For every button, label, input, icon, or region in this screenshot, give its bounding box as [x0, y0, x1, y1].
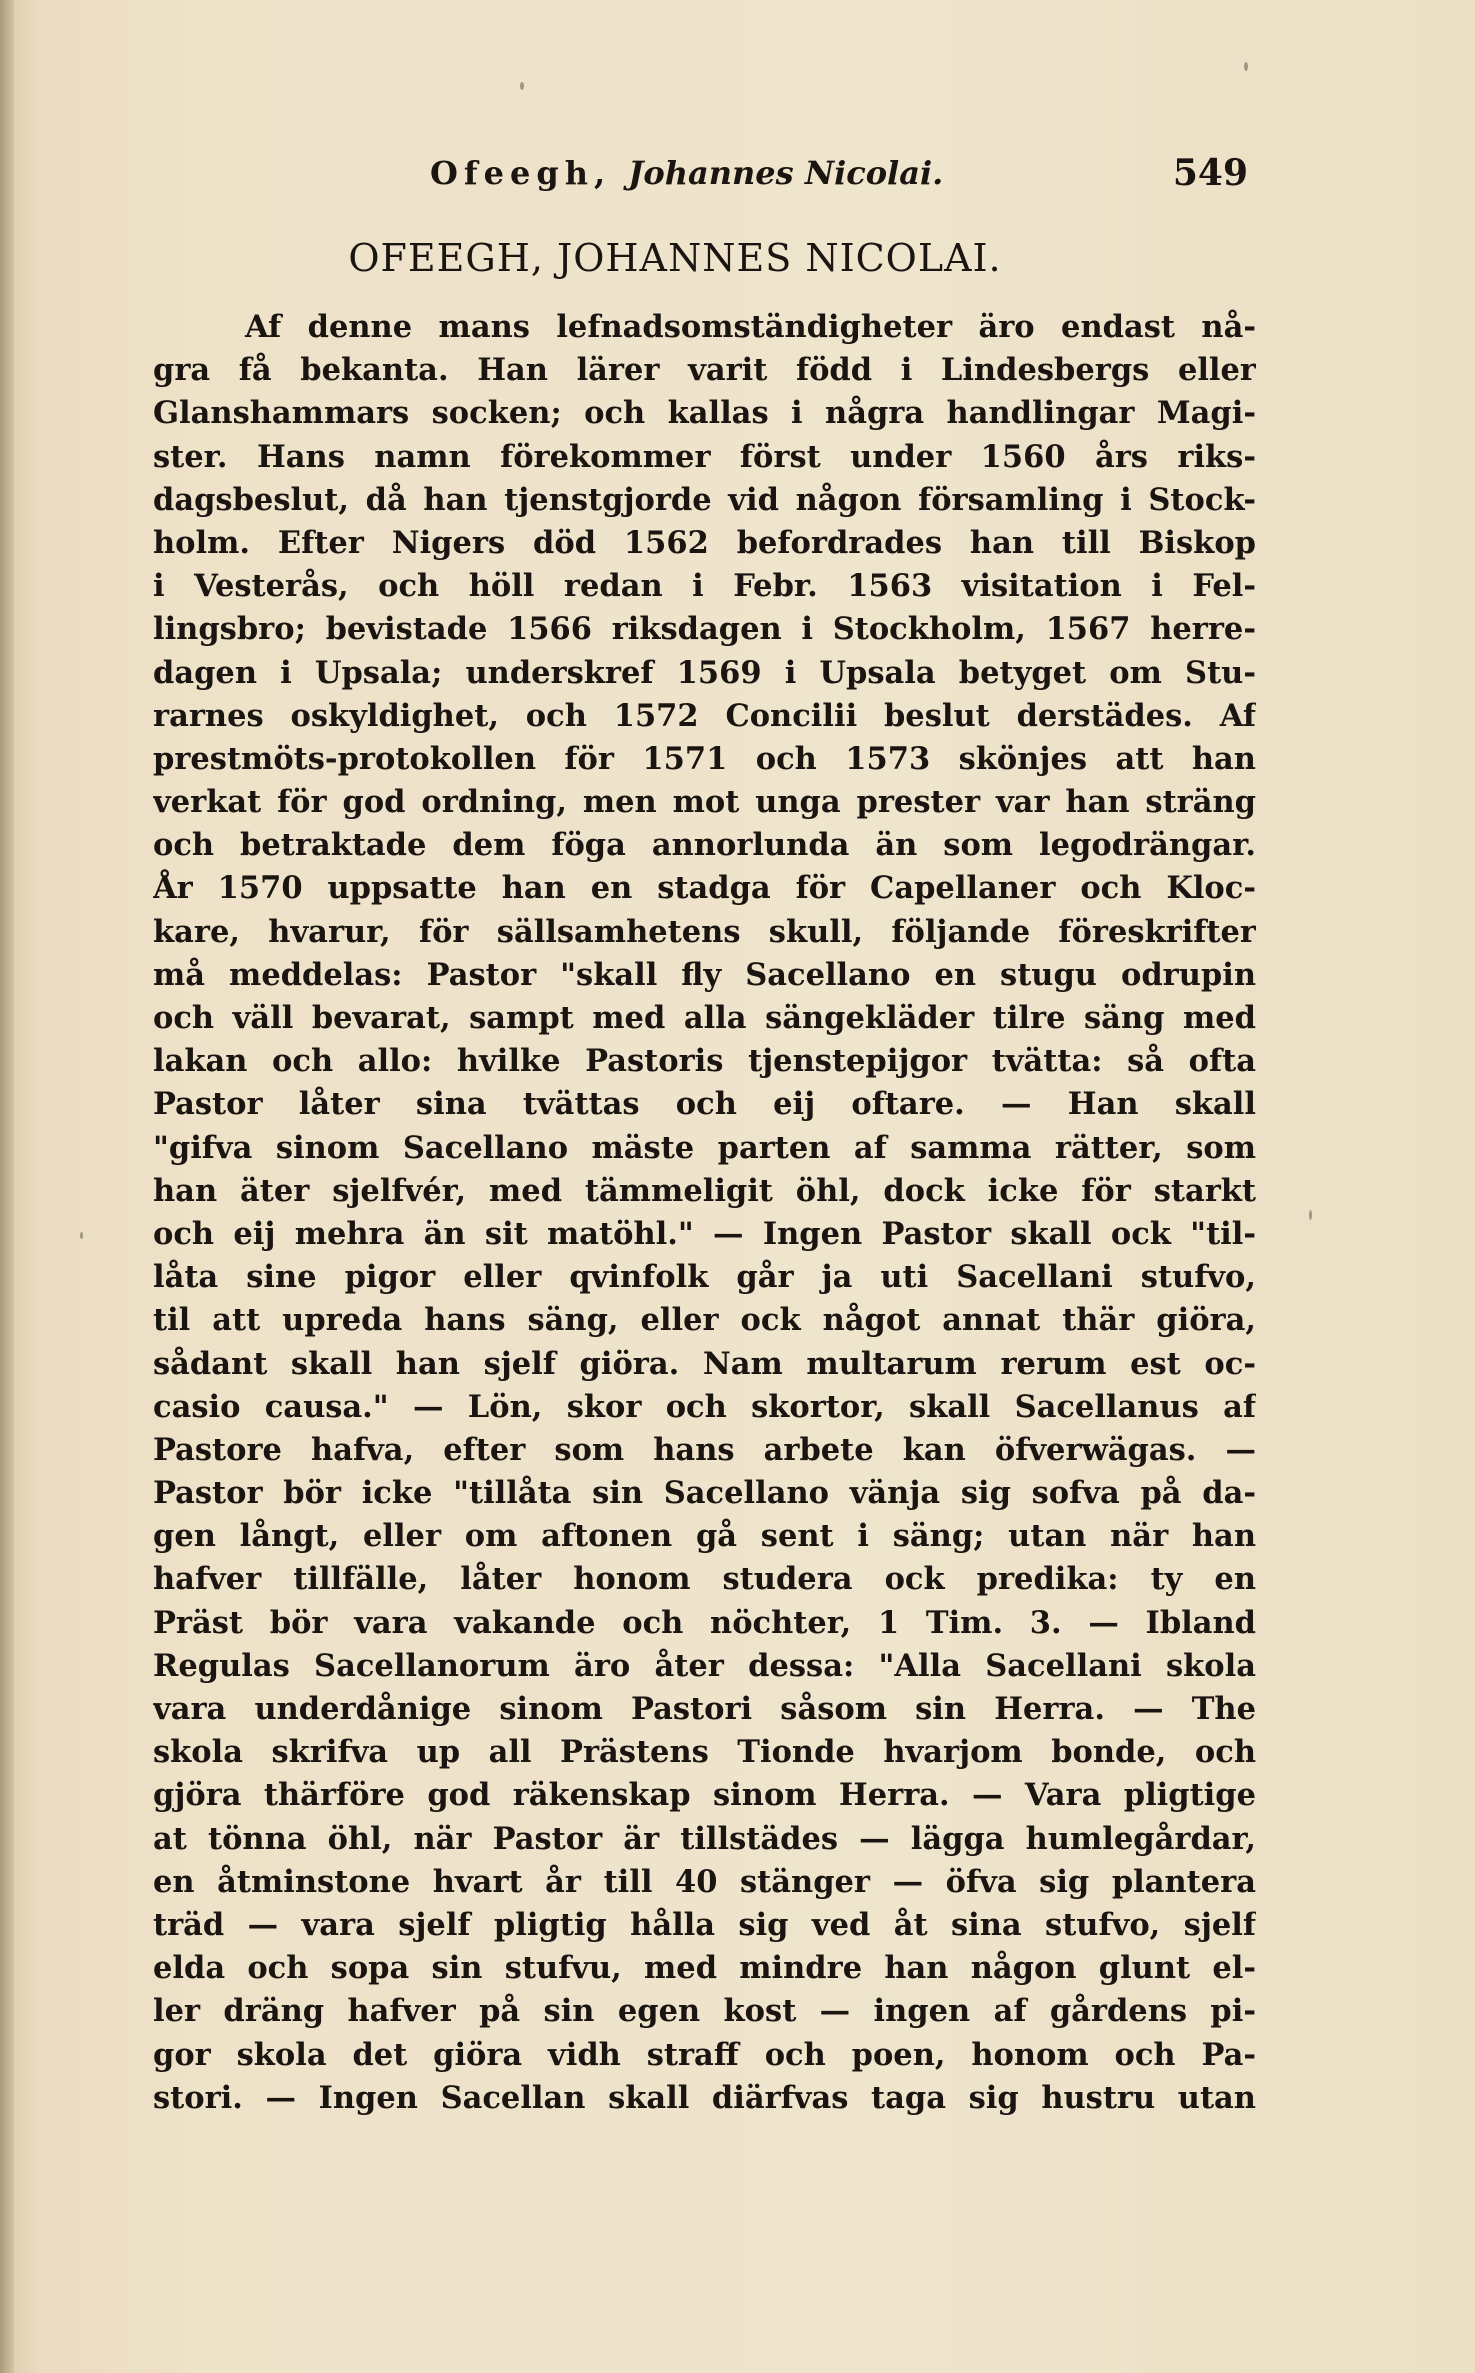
- text-line: År 1570 uppsatte han en stadga för Capellaner och Kloc-: [153, 870, 1256, 907]
- text-line: dagsbeslut, då han tjenstgjorde vid någon församling i Stock-: [153, 481, 1256, 518]
- text-line: til att upreda hans säng, eller ock något annat thär giöra,: [153, 1302, 1256, 1339]
- text-line: holm. Efter Nigers död 1562 befordrades han till Biskop: [153, 524, 1256, 561]
- text-line: gjöra thärföre god räkenskap sinom Herra. — Vara pligtige: [153, 1777, 1256, 1814]
- paper-speck: [1244, 62, 1248, 71]
- running-head: [150, 148, 1260, 208]
- text-line: och eij mehra än sit matöhl." — Ingen Pastor skall ock "til-: [153, 1215, 1256, 1252]
- text-line: och betraktade dem föga annorlunda än som legodrängar.: [153, 827, 1256, 864]
- text-line: verkat för god ordning, men mot unga prester var han sträng: [153, 784, 1256, 821]
- running-head-title: [430, 154, 943, 192]
- text-line: han äter sjelfvér, med tämmeligit öhl, dock icke för starkt: [153, 1172, 1256, 1209]
- text-line: casio causa." — Lön, skor och skortor, skall Sacellanus af: [153, 1388, 1256, 1425]
- paper-speck: [520, 82, 524, 90]
- text-line: rarnes oskyldighet, och 1572 Concilii beslut derstädes. Af: [153, 697, 1256, 734]
- text-line: gra få bekanta. Han lärer varit född i Lindesbergs eller: [153, 352, 1256, 389]
- text-line: stori. — Ingen Sacellan skall diärfvas taga sig hustru utan: [153, 2079, 1256, 2116]
- text-line: låta sine pigor eller qvinfolk går ja uti Sacellani stufvo,: [153, 1259, 1256, 1296]
- body-text: [153, 306, 1256, 2120]
- text-line: ler dräng hafver på sin egen kost — ingen af gårdens pi-: [153, 1993, 1256, 2030]
- text-line: Pastor låter sina tvättas och eij oftare. — Han skall: [153, 1086, 1256, 1123]
- text-line: Glanshammars socken; och kallas i några handlingar Magi-: [153, 395, 1256, 432]
- page-spine-shadow: [0, 0, 14, 2373]
- text-line: vara underdånige sinom Pastori såsom sin Herra. — The: [153, 1691, 1256, 1727]
- text-line: en åtminstone hvart år till 40 stänger — öfva sig plantera: [153, 1863, 1256, 1900]
- text-line: sådant skall han sjelf giöra. Nam multarum rerum est oc-: [153, 1345, 1256, 1382]
- text-line: Präst bör vara vakande och nöchter, 1 Tim. 3. — Ibland: [153, 1604, 1256, 1641]
- text-line: kare, hvarur, för sällsamhetens skull, följande föreskrifter: [153, 913, 1256, 950]
- text-line: dagen i Upsala; underskref 1569 i Upsala betyget om Stu-: [153, 654, 1256, 691]
- running-head-italic: Johannes Nicolai.: [628, 154, 944, 192]
- text-line: Pastor bör icke "tillåta sin Sacellano vänja sig sofva på da-: [153, 1475, 1256, 1512]
- text-line: elda och sopa sin stufvu, med mindre han någon glunt el-: [153, 1950, 1256, 1987]
- text-line: Regulas Sacellanorum äro åter dessa: "Alla Sacellani skola: [153, 1647, 1256, 1684]
- text-line: ster. Hans namn förekommer först under 1560 års riks-: [153, 438, 1256, 475]
- text-line: "gifva sinom Sacellano mäste parten af samma rätter, som: [153, 1129, 1256, 1166]
- text-line: Pastore hafva, efter som hans arbete kan öfverwägas. —: [153, 1431, 1256, 1468]
- text-line: gen långt, eller om aftonen gå sent i säng; utan när han: [153, 1518, 1256, 1555]
- text-line: hafver tillfälle, låter honom studera ock predika: ty en: [153, 1561, 1256, 1598]
- text-line: träd — vara sjelf pligtig hålla sig ved åt sina stufvo, sjelf: [153, 1906, 1256, 1943]
- page-number: 549: [1172, 152, 1248, 194]
- paper-speck: [80, 1232, 83, 1239]
- text-line: at tönna öhl, när Pastor är tillstädes — lägga humlegårdar,: [153, 1820, 1256, 1857]
- text-line: och väll bevarat, sampt med alla sängekläder tilre säng med: [153, 1000, 1256, 1036]
- text-line: gor skola det giöra vidh straff och poen, honom och Pa-: [153, 2036, 1256, 2073]
- running-head-name: Ofeegh,: [430, 154, 612, 192]
- text-line: lakan och allo: hvilke Pastoris tjenstepijgor tvätta: så ofta: [153, 1043, 1256, 1080]
- text-line: skola skrifva up all Prästens Tionde hvarjom bonde, och: [153, 1734, 1256, 1771]
- text-line: lingsbro; bevistade 1566 riksdagen i Stockholm, 1567 herre-: [153, 611, 1256, 648]
- text-line: Af denne mans lefnadsomständigheter äro endast nå-: [245, 309, 1256, 345]
- text-line: i Vesterås, och höll redan i Febr. 1563 visitation i Fel-: [153, 568, 1256, 605]
- text-line: prestmöts-protokollen för 1571 och 1573 skönjes att han: [153, 740, 1256, 777]
- text-line: må meddelas: Pastor "skall fly Sacellano en stugu odrupin: [153, 956, 1256, 993]
- article-heading: OFEEGH, JOHANNES NICOLAI.: [348, 236, 1002, 280]
- paper-speck: [1309, 1210, 1312, 1220]
